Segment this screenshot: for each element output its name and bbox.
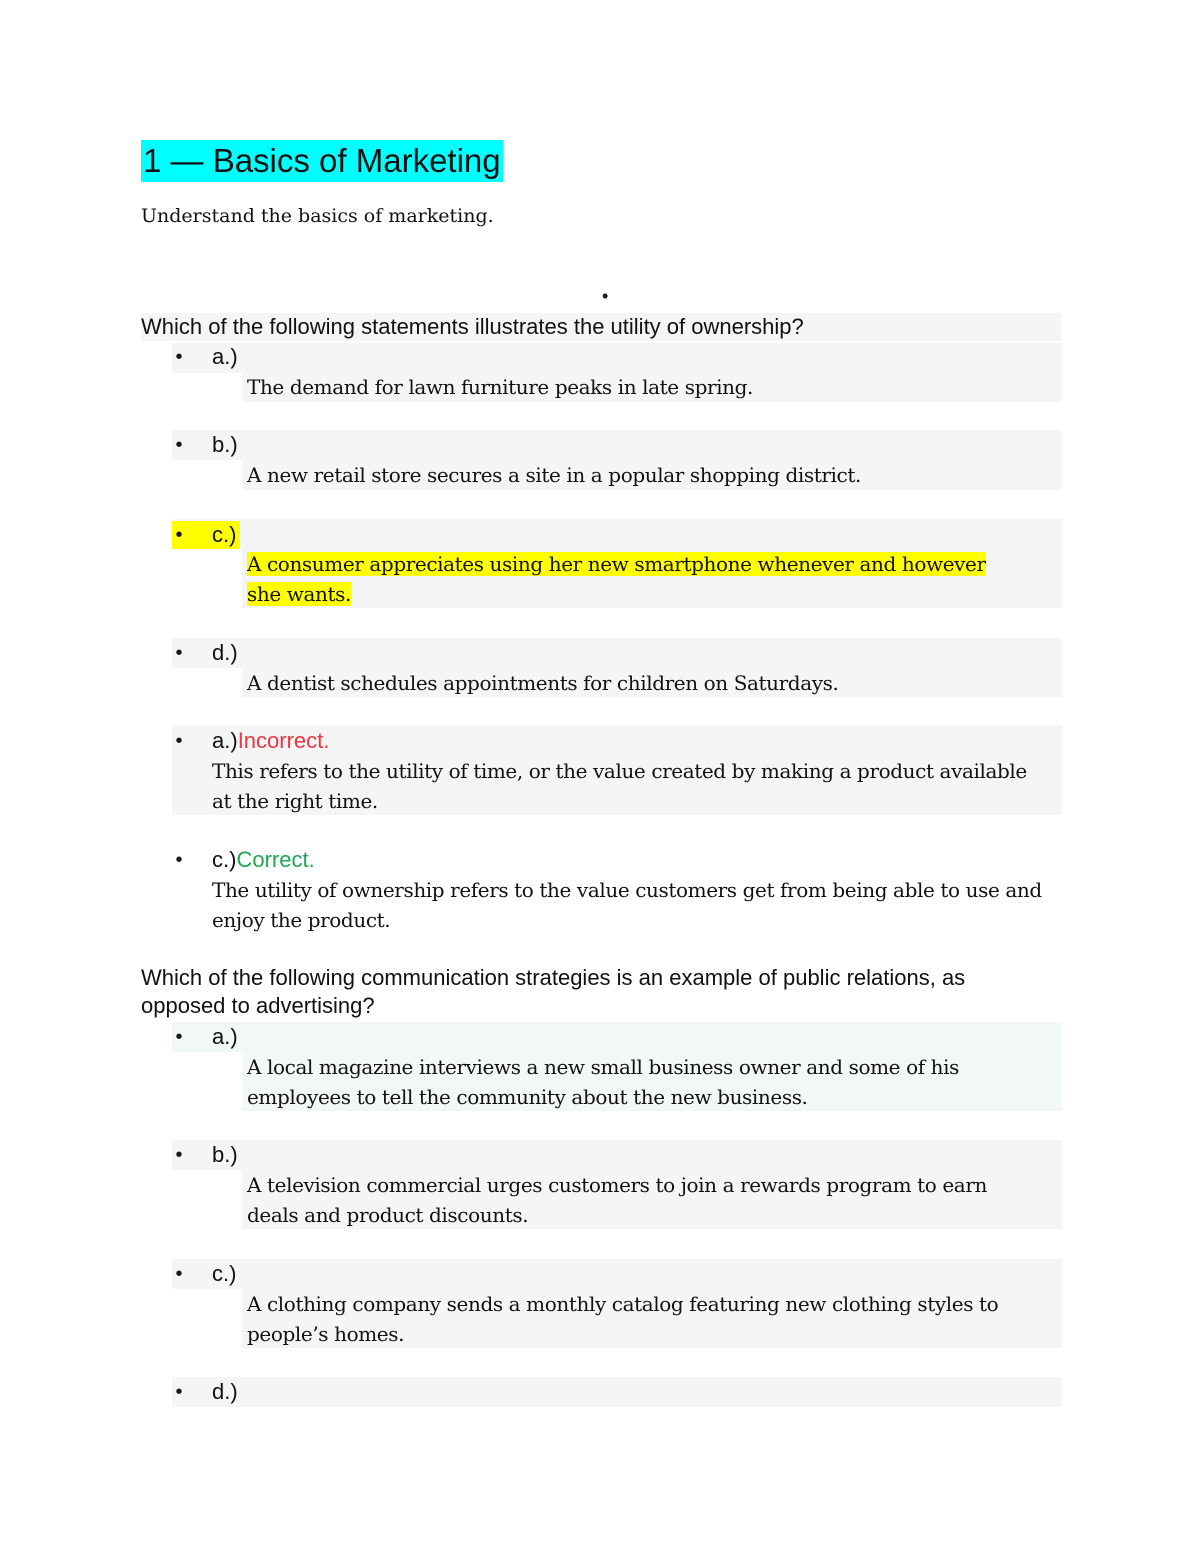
option-row-bg <box>172 343 1062 373</box>
correct-label: Correct. <box>236 847 315 872</box>
q1-option-c-text[interactable] <box>247 549 987 609</box>
q1-feedback-a-text: This refers to the utility of time, or the value created by making a product available at the right time. <box>212 759 1027 813</box>
q2-option-d-letter[interactable]: d.) <box>212 1379 238 1404</box>
bullet-dot: • <box>175 1263 183 1285</box>
q1-option-d-letter[interactable]: d.) <box>212 640 238 665</box>
incorrect-label: Incorrect. <box>237 728 330 753</box>
option-row-bg <box>172 430 1062 460</box>
page-title: 1 — Basics of Marketing <box>141 140 503 182</box>
feedback-letter: a.) <box>212 728 238 753</box>
q1-feedback-a <box>212 727 329 755</box>
q1-option-c-highlighted-text: A consumer appreciates using her new smartphone whenever and however she wants. <box>247 552 986 606</box>
q1-option-b-letter[interactable]: b.) <box>212 432 238 457</box>
option-row-bg <box>172 1259 1062 1289</box>
q1-option-a-letter[interactable]: a.) <box>212 344 238 369</box>
bullet-dot: • <box>175 346 183 368</box>
q2-option-b-letter[interactable]: b.) <box>212 1142 238 1167</box>
feedback-letter: c.) <box>212 847 237 872</box>
q1-feedback-c-text: The utility of ownership refers to the value customers get from being able to use and enjoy the product. <box>212 878 1042 932</box>
q2-option-c-letter[interactable]: c.) <box>212 1261 237 1286</box>
bullet-dot: • <box>175 524 183 546</box>
question-1-text: Which of the following statements illustrates the utility of ownership? <box>141 313 1061 341</box>
bullet-dot: • <box>175 1381 183 1403</box>
option-row-bg <box>172 1140 1062 1170</box>
q1-option-c-letter[interactable]: c.) <box>212 522 237 547</box>
q1-option-a-text[interactable]: The demand for lawn furniture peaks in late spring. <box>247 375 753 399</box>
q2-option-a-letter[interactable]: a.) <box>212 1024 238 1049</box>
bullet-dot: • <box>175 849 183 871</box>
q2-option-b-text[interactable]: A television commercial urges customers to join a rewards program to earn deals and product discounts. <box>247 1173 987 1227</box>
q2-option-c-text[interactable]: A clothing company sends a monthly catalog featuring new clothing styles to people’s homes. <box>247 1292 999 1346</box>
bullet-dot: • <box>175 642 183 664</box>
option-row-bg <box>172 1022 1062 1052</box>
q1-feedback-c <box>212 846 315 874</box>
bullet-dot: • <box>175 434 183 456</box>
question-2-text: Which of the following communication strategies is an example of public relations, as opposed to advertising? <box>141 965 966 1018</box>
option-row-bg <box>172 1377 1062 1407</box>
option-row-bg <box>172 519 1062 549</box>
bullet-dot: • <box>175 1026 183 1048</box>
bullet-dot: • <box>602 286 609 306</box>
page-subtitle: Understand the basics of marketing. <box>141 205 494 227</box>
bullet-dot: • <box>175 1144 183 1166</box>
bullet-dot: • <box>175 730 183 752</box>
q2-option-a-text[interactable]: A local magazine interviews a new small business owner and some of his employees to tell the community about the new business. <box>247 1055 960 1109</box>
option-row-bg <box>172 638 1062 668</box>
q1-option-d-text[interactable]: A dentist schedules appointments for children on Saturdays. <box>247 671 839 695</box>
q1-option-b-text[interactable]: A new retail store secures a site in a popular shopping district. <box>247 463 861 487</box>
